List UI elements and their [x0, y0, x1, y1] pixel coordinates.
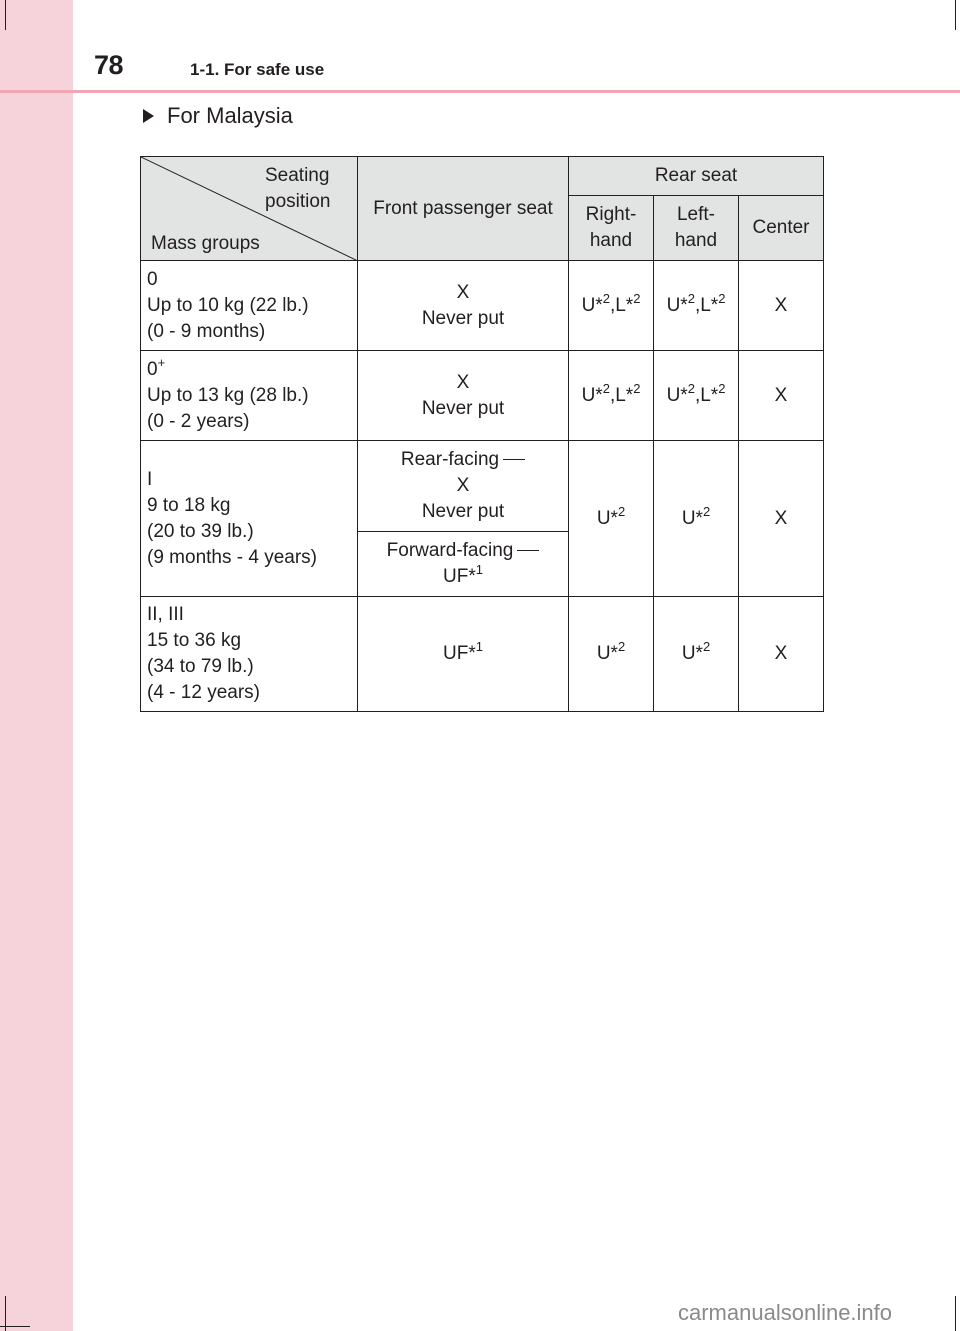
center-cell: X: [739, 441, 824, 597]
side-color-band: [0, 0, 73, 1331]
right-hand-cell: U*$^2$: [569, 441, 654, 597]
front-passenger-cell: X Never put: [358, 351, 569, 441]
page-number: 78: [94, 50, 124, 80]
crop-mark-top-right-v: [955, 0, 956, 30]
header-front-passenger: Front passenger seat: [358, 157, 569, 261]
dash-line: [517, 550, 539, 551]
subheading-text: For Malaysia: [167, 103, 293, 128]
section-title: 1-1. For safe use: [190, 60, 325, 79]
crop-mark-bottom-left-h: [0, 1326, 30, 1327]
center-cell: X: [739, 261, 824, 351]
mass-group-cell: 0 Up to 10 kg (22 lb.) (0 - 9 months): [141, 261, 358, 351]
subheading: [143, 103, 293, 129]
left-hand-cell: U*$^2$: [654, 441, 739, 597]
mass-group-cell: I 9 to 18 kg (20 to 39 lb.) (9 months - 4 years): [141, 441, 358, 597]
corner-mass-groups: Mass groups: [151, 233, 260, 254]
header-rear-seat: Rear seat: [569, 157, 824, 196]
right-hand-cell: U*$^2$: [569, 597, 654, 712]
header-left-hand: Left-hand: [654, 196, 739, 261]
seat-compatibility-table: [140, 156, 824, 712]
mass-group-cell: 0+ Up to 13 kg (28 lb.) (0 - 2 years): [141, 351, 358, 441]
table-row: [141, 597, 824, 712]
left-hand-cell: U*$^2$: [654, 597, 739, 712]
right-hand-cell: U*$^2$,L*$^2$: [569, 261, 654, 351]
dash-line: [503, 459, 525, 460]
triangle-bullet-icon: [143, 109, 154, 123]
table-row: [141, 441, 824, 532]
crop-mark-top-left-v: [5, 0, 6, 30]
header-rule: [0, 90, 960, 93]
left-hand-cell: U*$^2$,L*$^2$: [654, 351, 739, 441]
header-corner-cell: [141, 157, 358, 261]
front-passenger-cell: X Never put: [358, 261, 569, 351]
header-center: Center: [739, 196, 824, 261]
front-passenger-cell: UF*$^1$: [358, 597, 569, 712]
forward-facing-cell: Forward-facing UF*$^1$: [358, 532, 569, 597]
center-cell: X: [739, 351, 824, 441]
left-hand-cell: U*$^2$,L*$^2$: [654, 261, 739, 351]
table-row: [141, 261, 824, 351]
footer-watermark[interactable]: carmanualsonline.info: [678, 1300, 893, 1325]
corner-seating-position: Seating position: [265, 165, 331, 212]
right-hand-cell: U*$^2$,L*$^2$: [569, 351, 654, 441]
crop-mark-bottom-right-v: [955, 1296, 956, 1331]
center-cell: X: [739, 597, 824, 712]
table-row: [141, 351, 824, 441]
mass-group-cell: II, III 15 to 36 kg (34 to 79 lb.) (4 - 12 years): [141, 597, 358, 712]
rear-facing-cell: Rear-facing X Never put: [358, 441, 569, 532]
header-right-hand: Right-hand: [569, 196, 654, 261]
